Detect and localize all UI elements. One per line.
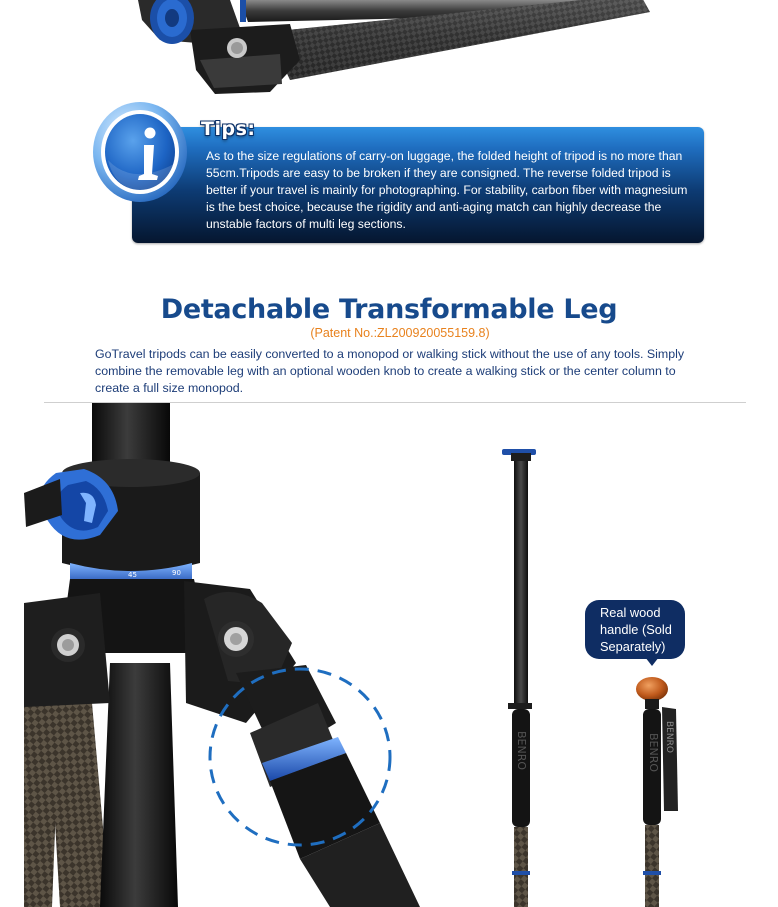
section-title: Detachable Transformable Leg	[160, 294, 618, 325]
callout-tail	[645, 657, 659, 666]
strap-brand-text: BENRO	[664, 721, 674, 753]
wood-handle-callout: Real wood handle (Sold Separately)	[585, 600, 685, 659]
tripod-legs-image	[0, 0, 778, 100]
monopod-brand-text: BENRO	[515, 731, 528, 771]
scale-number-90: 90	[172, 569, 181, 577]
tips-text: As to the size regulations of carry-on luggage, the folded height of tripod is no more than 55cm.Tripods are easy to be broken if they are consigned. The reverse folded tripod is better if your travel is mainly for photographing. For stability, carbon fiber with magnesium is the best choice, because the rigidity and anti-aging match can highly decrease the unstable factors of multi leg sections.	[206, 149, 688, 231]
scale-number-45: 45	[128, 571, 137, 579]
patent-number: (Patent No.:ZL200920055159.8)	[310, 326, 490, 340]
tips-title: Tips:	[201, 118, 256, 140]
section-description: GoTravel tripods can be easily converted to a monopod or walking stick without the use of any tools. Simply combine the removable leg with an optional wooden knob to create a walking stick or the center column to create a full size monopod.	[95, 347, 685, 395]
top-product-photo	[0, 0, 778, 100]
info-icon	[92, 100, 192, 204]
stick-brand-text: BENRO	[647, 733, 660, 773]
